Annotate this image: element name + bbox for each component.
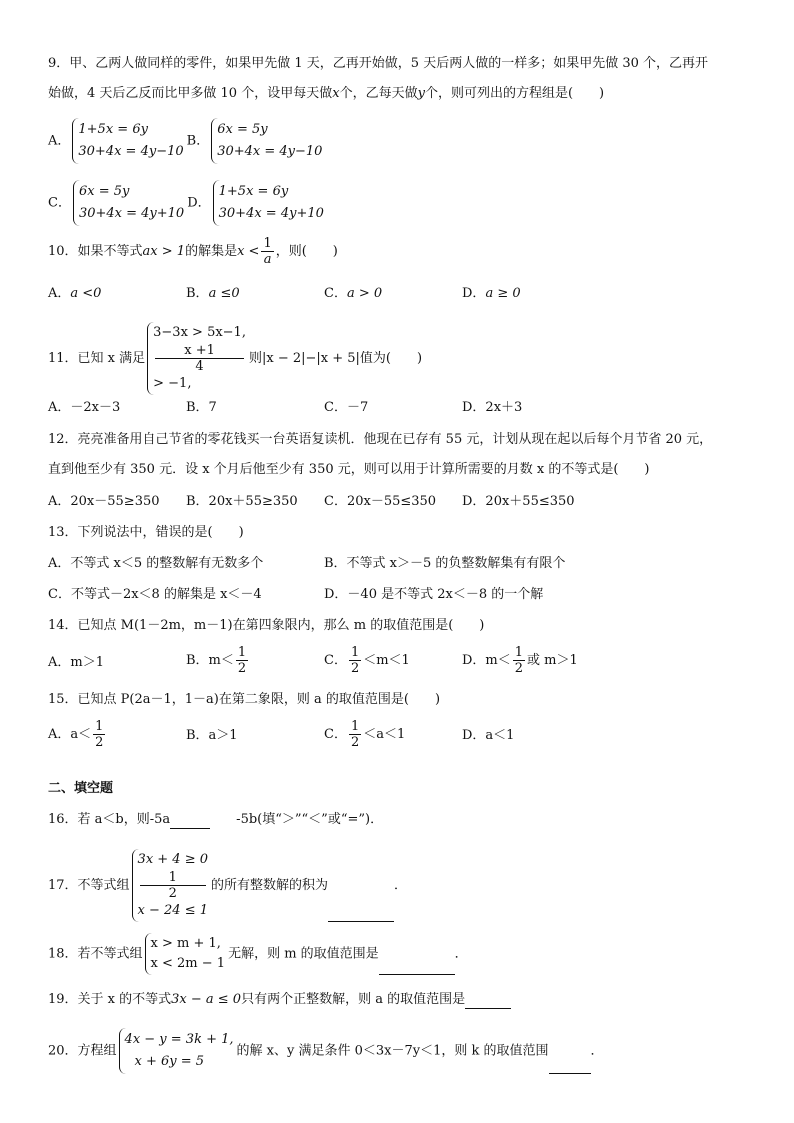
q9-option-c-system: 6x = 5y 30+4x = 4y+10 [73,180,184,226]
q17-stem: 17．不等式组 3x + 4 ≥ 0 1 2 x − 24 ≤ 1 的所有整数解的积为 ． [48,849,407,922]
q11-option-a: A．－2x－3 [48,400,121,415]
q20-stem: 20．方程组 4x − y = 3k + 1, x + 6y = 5 的解 x、y 满足条件 0＜3x－7y＜1，则 k 的取值范围 ． [48,1028,604,1074]
q15-stem: 15．已知点 P(2a－1，1－a)在第二象限，则 a 的取值范围是( ) [48,692,441,707]
q13-option-d: D．－40 是不等式 2x＜－8 的一个解 [324,587,544,602]
q14-option-a: A．m＞1 [48,655,104,670]
q10-fraction: $\frac{1}{a}$ [263,236,272,267]
q11-option-d: D．2x＋3 [462,400,523,415]
q10-option-b: B．a ≤0 [186,286,240,301]
q20-system: 4x − y = 3k + 1, x + 6y = 5 [119,1028,234,1074]
q9-option-a-system: 1+5x = 6y 30+4x = 4y−10 [72,118,183,164]
q9-var-x: x [332,86,340,101]
q9-option-d-label: D． [187,195,211,211]
q10-option-a: A．a <0 [48,286,102,301]
q15-option-d: D．a＜1 [462,728,515,743]
q9-options-cd [48,180,327,226]
q9-stem-line1: 9．甲、乙两人做同样的零件，如果甲先做 1 天，乙再开始做，5 天后两人做的一样多；如果甲先做 30 个，乙再开 [48,56,709,71]
q20-answer-blank[interactable] [549,1059,591,1074]
q12-stem-line2: 直到他至少有 350 元．设 x 个月后他至少有 350 元，则可以用于计算所需要的月数 x 的不等式是( ) [48,462,650,477]
q9-stem-line2: 始做，4 天后乙反而比甲多做 10 个，设甲每天做x个，乙每天做y个，则可列出的方程组是( ) [48,86,605,101]
q10-option-d: D．a ≥ 0 [462,286,521,301]
q13-option-b: B．不等式 x＞－5 的负整数解集有有限个 [324,556,566,571]
q16-answer-blank[interactable] [170,814,210,829]
q19-stem: 19．关于 x 的不等式3x − a ≤ 0只有两个正整数解，则 a 的取值范围是 [48,991,511,1009]
q14-stem: 14．已知点 M(1－2m，m－1)在第四象限内，那么 m 的取值范围是( ) [48,618,485,633]
q18-system: x > m + 1, x < 2m − 1 [145,933,226,975]
q14-option-c: C． $\frac{1}{2}$ ＜m＜1 [324,645,410,676]
q11-option-c: C．－7 [324,400,369,415]
q13-option-c: C．不等式－2x＜8 的解集是 x＜－4 [48,587,262,602]
q9-option-b-system: 6x = 5y 30+4x = 4y−10 [211,118,322,164]
q15-option-b: B．a＞1 [186,728,238,743]
q14-option-b: B．m＜ $\frac{1}{2}$ [186,645,247,676]
q14-option-d: D．m＜ $\frac{1}{2}$ 或 m＞1 [462,645,578,676]
q12-option-d: D．20x＋55≤350 [462,494,575,509]
q10-stem: 10．如果不等式ax > 1的解集是x < $\frac{1}{a}$ ，则( ) [48,236,338,267]
q15-option-a: A．a＜ $\frac{1}{2}$ [48,719,104,750]
q11-stem: 11．已知 x 满足 3−3x > 5x−1, x +1 4 > −1, 则|x − 2|−|x + 5|值为( ) [48,322,422,395]
q9-option-b-label: B． [186,133,210,149]
q9-var-y: y [417,86,425,101]
q12-option-b: B．20x＋55≥350 [186,494,298,509]
q9-option-c-label: C． [48,195,71,211]
q9-option-d-system: 1+5x = 6y 30+4x = 4y+10 [213,180,324,226]
q9-options-ab [48,118,325,164]
q16-stem: 16．若 a＜b，则-5a -5b(填“＞”“＜”或“=”)． [48,812,384,827]
q17-answer-blank[interactable] [328,907,394,922]
q15-option-c: C． $\frac{1}{2}$ ＜a＜1 [324,719,406,750]
q18-answer-blank[interactable] [379,960,455,975]
q10-option-c: C．a > 0 [324,286,383,301]
q19-answer-blank[interactable] [465,994,511,1009]
q11-system: 3−3x > 5x−1, x +1 4 > −1, [147,322,246,395]
q18-stem: 18．若不等式组 x > m + 1, x < 2m − 1 无解，则 m 的取值范围是 ． [48,933,468,975]
q13-option-a: A．不等式 x＜5 的整数解有无数多个 [48,556,264,571]
q12-option-a: A．20x－55≥350 [48,494,160,509]
q13-stem: 13．下列说法中，错误的是( ) [48,525,244,540]
q12-option-c: C．20x－55≤350 [324,494,437,509]
q9-option-a-label: A． [48,133,71,149]
q17-system: 3x + 4 ≥ 0 1 2 x − 24 ≤ 1 [132,849,208,922]
q12-stem-line1: 12．亮亮准备用自己节省的零花钱买一台英语复读机．他现在已存有 55 元，计划从现在起以后每个月节省 20 元， [48,432,713,447]
q11-option-b: B．7 [186,400,217,415]
section-heading-fill-in: 二、填空题 [48,781,114,796]
